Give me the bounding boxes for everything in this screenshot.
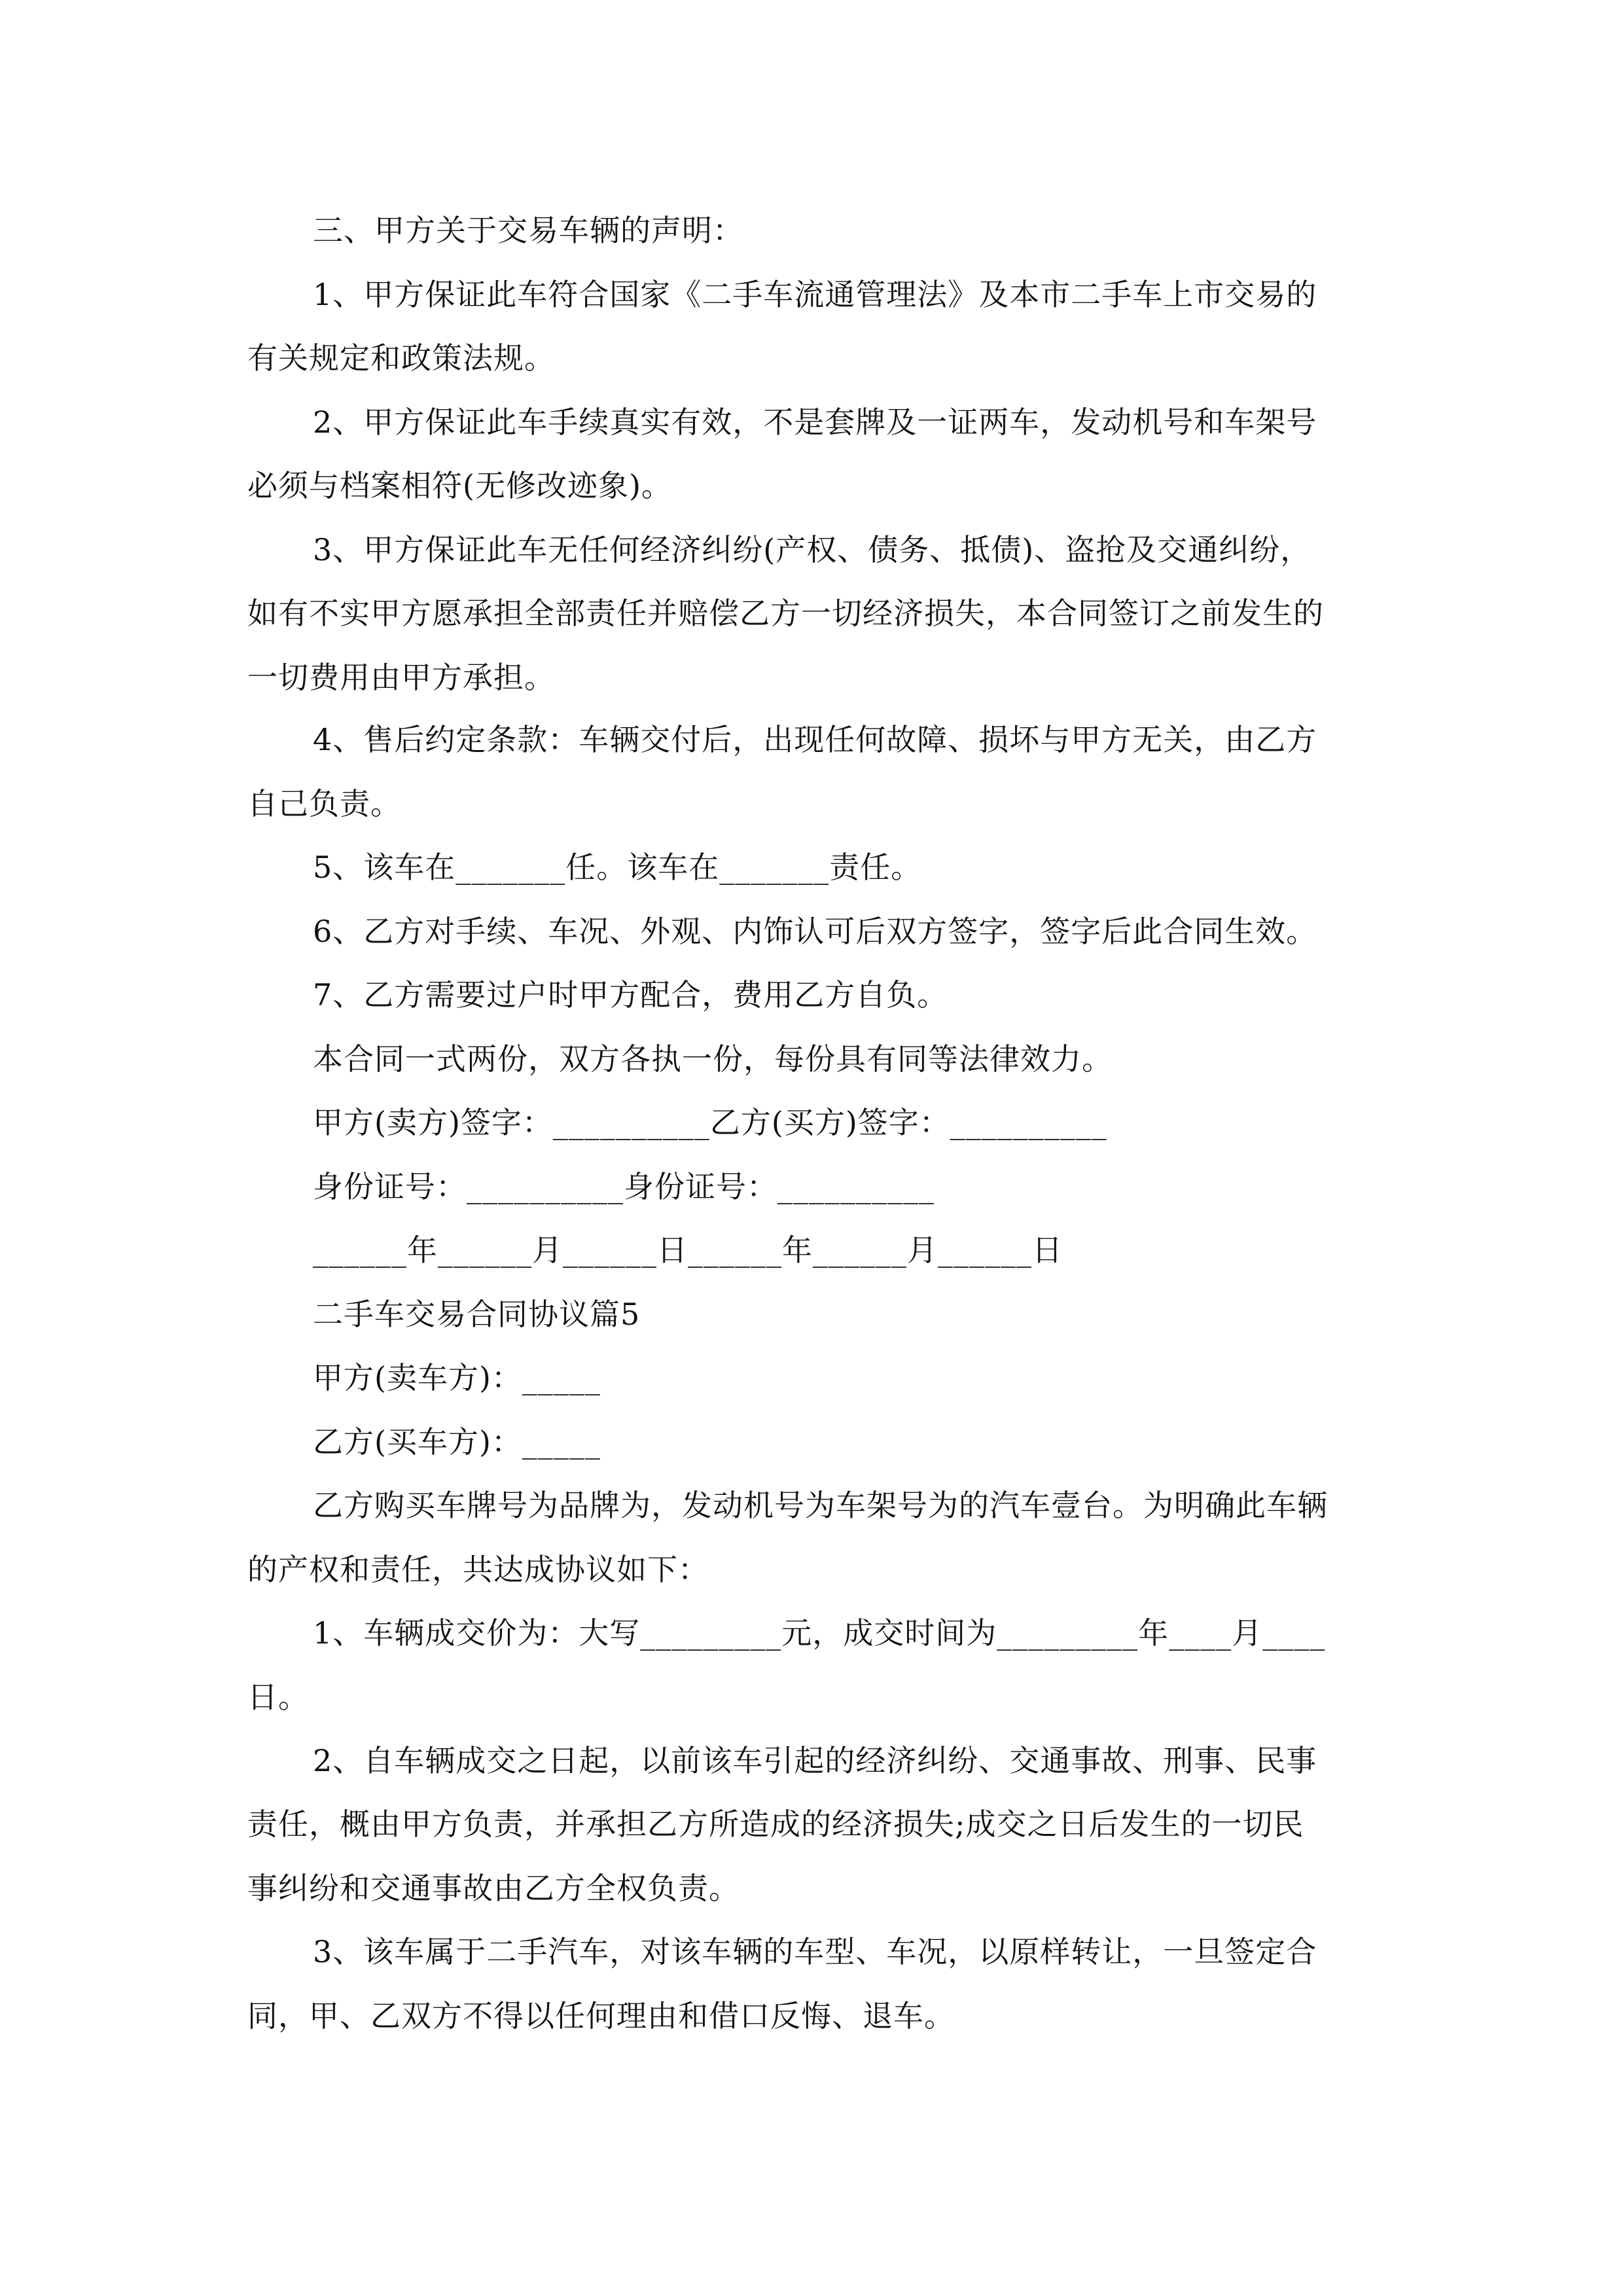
paragraph-line: 3、甲方保证此车无任何经济纠纷(产权、债务、抵债)、盗抢及交通纠纷， (313, 532, 1311, 567)
paragraph-line: 一切费用由甲方承担。 (247, 660, 555, 695)
paragraph-line: 有关规定和政策法规。 (247, 340, 555, 376)
paragraph-line: 1、车辆成交价为：大写_________元，成交时间为_________年____月____ (313, 1615, 1326, 1651)
paragraph-line: 乙方购买车牌号为品牌为，发动机号为车架号为的汽车壹台。为明确此车辆 (313, 1488, 1328, 1523)
paragraph-line: 2、自车辆成交之日起，以前该车引起的经济纠纷、交通事故、刑事、民事 (313, 1743, 1317, 1778)
paragraph-line: 责任，概由甲方负责，并承担乙方所造成的经济损失;成交之日后发生的一切民 (247, 1806, 1304, 1842)
paragraph-line: 2、甲方保证此车手续真实有效，不是套牌及一证两车，发动机号和车架号 (313, 404, 1317, 440)
id-number-line: 身份证号：__________身份证号：__________ (313, 1169, 935, 1204)
paragraph-line: 本合同一式两份，双方各执一份，每份具有同等法律效力。 (313, 1041, 1113, 1077)
paragraph-line: 事纠纷和交通事故由乙方全权负责。 (247, 1871, 740, 1906)
paragraph-line: 5、该车在_______任。该车在_______责任。 (313, 850, 922, 885)
paragraph-line: 如有不实甲方愿承担全部责任并赔偿乙方一切经济损失，本合同签订之前发生的 (247, 596, 1324, 631)
paragraph-line: 6、乙方对手续、车况、外观、内饰认可后双方签字，签字后此合同生效。 (313, 914, 1317, 949)
paragraph-line: 自己负责。 (247, 786, 401, 821)
paragraph-line: 同，甲、乙双方不得以任何理由和借口反悔、退车。 (247, 1998, 955, 2034)
section-title: 二手车交易合同协议篇5 (313, 1297, 641, 1332)
paragraph-line: 必须与档案相符(无修改迹象)。 (247, 468, 672, 503)
paragraph-line: 1、甲方保证此车符合国家《二手车流通管理法》及本市二手车上市交易的 (313, 277, 1317, 312)
party-a-line: 甲方(卖车方)：_____ (313, 1360, 601, 1395)
paragraph-line: 3、该车属于二手汽车，对该车辆的车型、车况，以原样转让，一旦签定合 (313, 1934, 1317, 1969)
paragraph-line: 7、乙方需要过户时甲方配合，费用乙方自负。 (313, 977, 948, 1013)
signature-line: 甲方(卖方)签字：__________乙方(买方)签字：__________ (313, 1105, 1107, 1140)
paragraph-line: 的产权和责任，共达成协议如下： (247, 1552, 709, 1587)
section-heading: 三、甲方关于交易车辆的声明： (313, 213, 743, 248)
date-line: ______年______月______日______年______月______日 (313, 1232, 1063, 1268)
paragraph-line: 4、售后约定条款：车辆交付后，出现任何故障、损坏与甲方无关，由乙方 (313, 722, 1317, 757)
paragraph-line: 日。 (247, 1679, 309, 1715)
party-b-line: 乙方(买车方)：_____ (313, 1424, 601, 1460)
